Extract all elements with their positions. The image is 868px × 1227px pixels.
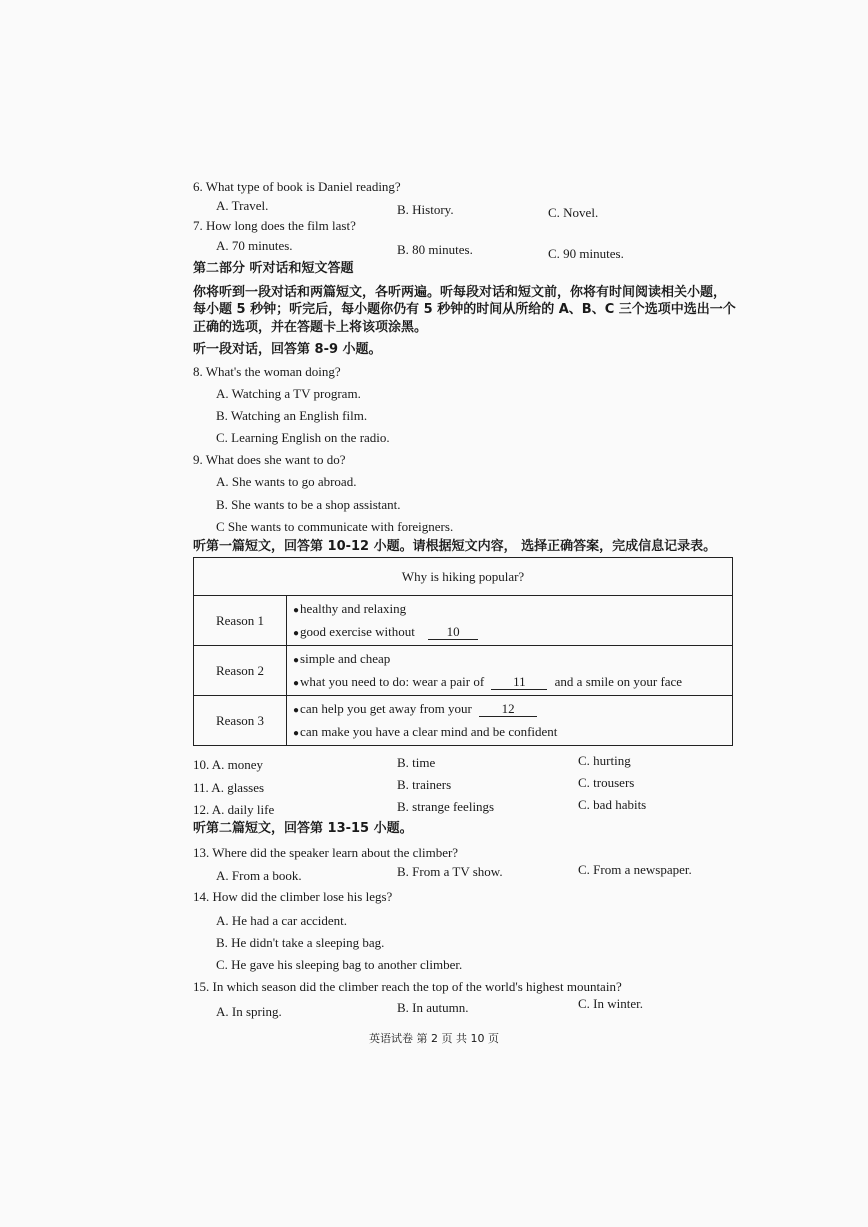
question-12-option-c: C. bad habits [578,797,647,812]
question-13-option-a: A. From a book. [216,868,302,883]
question-6-stem: 6. What type of book is Daniel reading? [193,179,401,194]
bullet-icon: ● [293,604,300,616]
question-6-option-c: C. Novel. [548,205,599,220]
question-13-option-c: C. From a newspaper. [578,862,692,877]
question-13-stem: 13. Where did the speaker learn about the climber? [193,845,459,860]
reason-2-label: Reason 2 [194,646,287,696]
question-13-option-b: B. From a TV show. [397,864,503,879]
question-15-option-b: B. In autumn. [397,1000,469,1015]
question-10-option-c: C. hurting [578,753,631,768]
question-14-option-b: B. He didn't take a sleeping bag. [216,935,385,950]
part-2-instruction-2: 每小题 5 秒钟；听完后，每小题你仍有 5 秒钟的时间从所给的 A、B、C 三个选项中选出一个 [193,302,736,317]
dialogue-intro: 听一段对话，回答第 8-9 小题。 [193,342,382,357]
question-7-option-c: C. 90 minutes. [548,246,624,261]
question-15-stem: 15. In which season did the climber reach the top of the world's highest mountain? [193,979,622,994]
question-14-option-c: C. He gave his sleeping bag to another climber. [216,957,463,972]
question-8-option-c: C. Learning English on the radio. [216,430,390,445]
question-9-option-b: B. She wants to be a shop assistant. [216,497,401,512]
reason-2-point-2: ●what you need to do: wear a pair of 11 and a smile on your face [293,673,683,689]
question-9-option-c: C She wants to communicate with foreigners. [216,519,454,534]
passage-2-intro: 听第二篇短文，回答第 13-15 小题。 [193,821,413,836]
question-7-option-b: B. 80 minutes. [397,242,473,257]
question-6-option-b: B. History. [397,202,454,217]
question-8-stem: 8. What's the woman doing? [193,364,341,379]
part-2-instruction-3: 正确的选项，并在答题卡上将该项涂黑。 [193,320,428,335]
question-7-option-a: A. 70 minutes. [216,238,293,253]
table-row-reason-1 [194,596,733,646]
table-header: Why is hiking popular? [194,558,733,596]
question-15-option-a: A. In spring. [216,1004,282,1019]
table-row-reason-2 [194,646,733,696]
bullet-icon: ● [293,704,300,716]
question-8-option-b: B. Watching an English film. [216,408,368,423]
question-8-option-a: A. Watching a TV program. [216,386,361,401]
question-11-option-a: 11. A. glasses [193,780,265,795]
passage-1-intro: 听第一篇短文，回答第 10-12 小题。请根据短文内容， 选择正确答案，完成信息记录表。 [193,539,717,554]
question-6-option-a: A. Travel. [216,198,269,213]
reason-3-point-2: ●can make you have a clear mind and be confident [293,723,558,739]
question-10-option-a: 10. A. money [193,757,264,772]
question-12-option-b: B. strange feelings [397,799,495,814]
question-14-stem: 14. How did the climber lose his legs? [193,889,393,904]
question-12-option-a: 12. A. daily life [193,802,275,817]
table-row-reason-3 [194,696,733,746]
question-11-option-b: B. trainers [397,777,452,792]
hiking-info-table [193,557,733,746]
reason-1-label: Reason 1 [194,596,287,646]
question-14-option-a: A. He had a car accident. [216,913,348,928]
question-9-option-a: A. She wants to go abroad. [216,474,357,489]
reason-1-point-2: ●good exercise without 10 [293,621,732,644]
page-footer: 英语试卷 第 2 页 共 10 页 [369,1032,499,1045]
reason-1-point-1: ●healthy and relaxing [293,600,407,616]
bullet-icon: ● [293,627,300,639]
bullet-icon: ● [293,654,300,666]
question-10-option-b: B. time [397,755,436,770]
question-15-option-c: C. In winter. [578,996,643,1011]
reason-3-point-1: ●can help you get away from your 12 [293,698,732,721]
blank-11: 11 [491,675,547,690]
question-11-option-c: C. trousers [578,775,635,790]
part-2-instruction-1: 你将听到一段对话和两篇短文，各听两遍。听每段对话和短文前，你将有时间阅读相关小题， [193,285,727,300]
blank-10: 10 [428,625,478,640]
bullet-icon: ● [293,727,300,739]
bullet-icon: ● [293,677,300,689]
question-7-stem: 7. How long does the film last? [193,218,356,233]
blank-12: 12 [479,702,537,717]
reason-2-point-1: ●simple and cheap [293,650,391,666]
part-2-title: 第二部分 听对话和短文答题 [193,261,354,276]
reason-3-label: Reason 3 [194,696,287,746]
question-9-stem: 9. What does she want to do? [193,452,346,467]
